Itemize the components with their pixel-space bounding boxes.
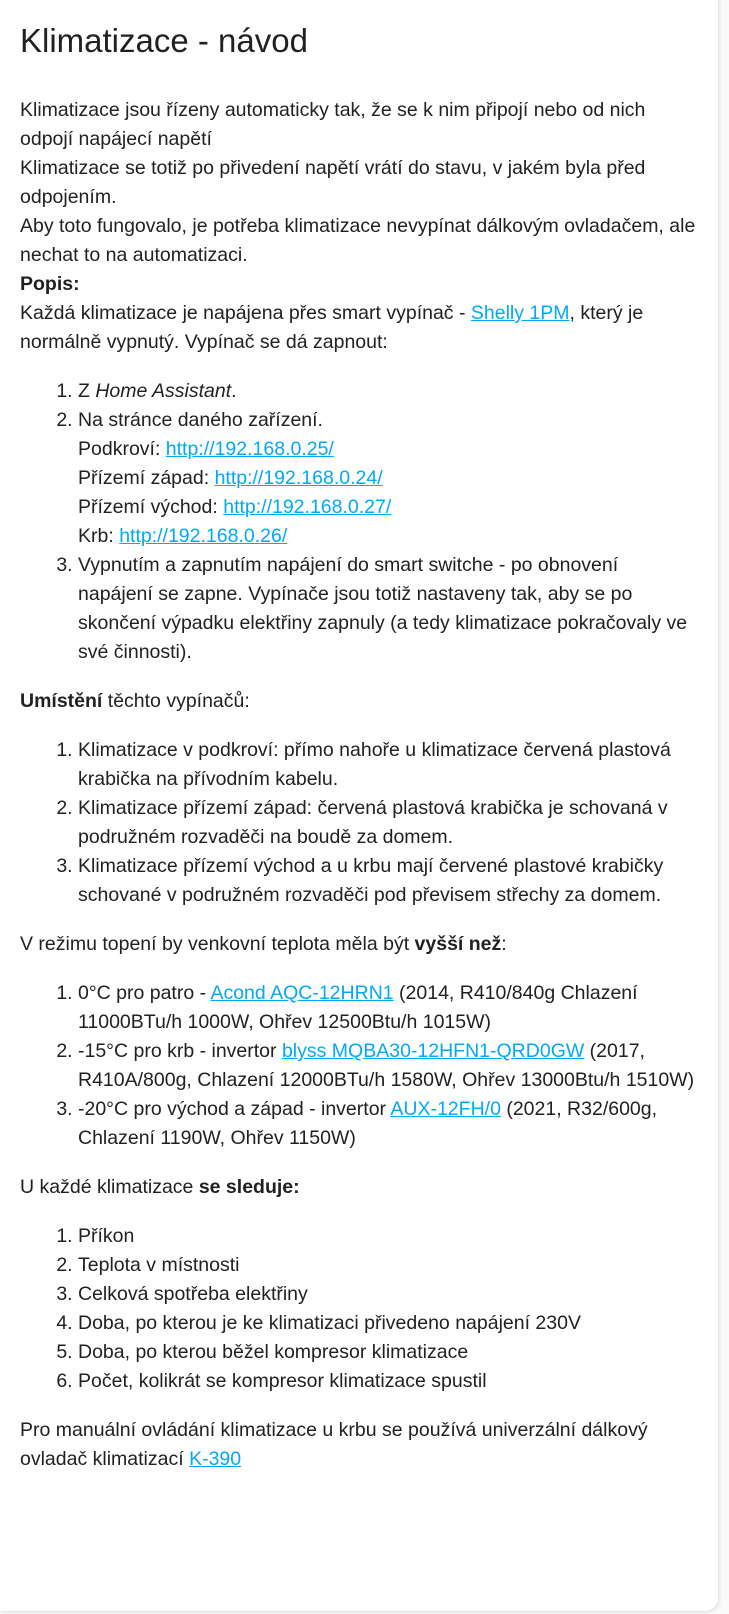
location-heading xyxy=(20,687,698,716)
intro-line-4-pre: Každá klimatizace je napájena přes smart vypínač - xyxy=(20,302,471,324)
list-item: 2. Teplota v místnosti xyxy=(78,1251,698,1280)
device-label: Přízemí západ: xyxy=(78,467,215,489)
intro-line-1: Klimatizace jsou řízeny automaticky tak, že se k nim připojí nebo od nich odpojí napájecí napětí xyxy=(20,99,646,150)
footer-paragraph xyxy=(20,1416,698,1474)
item-text: Z xyxy=(78,380,96,402)
heating-heading xyxy=(20,930,698,959)
monitored-heading-bold: se sleduje: xyxy=(198,1176,300,1198)
card-content xyxy=(20,96,698,1474)
device-label: Přízemí východ: xyxy=(78,496,224,518)
aux-link[interactable]: AUX-12FH/0 xyxy=(390,1098,501,1120)
device-link[interactable]: http://192.168.0.25/ xyxy=(165,438,334,460)
device-row xyxy=(78,522,698,551)
item-text: (2017, R410A/800g, Chlazení 12000BTu/h 1580W, Ohřev 13000Btu/h 1510W) xyxy=(78,1040,695,1091)
list-item: 5. Doba, po kterou běžel kompresor klimatizace xyxy=(78,1338,698,1367)
device-row xyxy=(78,493,698,522)
item-text: . xyxy=(231,380,237,402)
device-link[interactable]: http://192.168.0.27/ xyxy=(223,496,392,518)
item-text: -20°C pro východ a západ - invertor xyxy=(78,1098,391,1120)
intro-line-2: Klimatizace se totiž po přivedení napětí vrátí do stavu, v jakém byla před odpojením. xyxy=(20,157,646,208)
item-text: -15°C pro krb - invertor xyxy=(78,1040,282,1062)
device-row xyxy=(78,464,698,493)
location-heading-bold: Umístění xyxy=(20,690,103,712)
k390-link[interactable]: K-390 xyxy=(189,1448,242,1470)
heating-heading-bold: vyšší než xyxy=(414,933,502,955)
monitored-heading xyxy=(20,1173,698,1202)
list-item: 1. Klimatizace v podkroví: přímo nahoře u klimatizace červená plastová krabička na přívodním kabelu. xyxy=(78,736,698,794)
list-item: 3. Celková spotřeba elektřiny xyxy=(78,1280,698,1309)
list-item: 6. Počet, kolikrát se kompresor klimatizace spustil xyxy=(78,1367,698,1396)
item-text: 0°C pro patro - xyxy=(78,982,211,1004)
device-link[interactable]: http://192.168.0.24/ xyxy=(214,467,383,489)
home-assistant-text: Home Assistant xyxy=(95,380,232,402)
heating-heading-post: : xyxy=(501,933,507,955)
list-item: 2. Klimatizace přízemí západ: červená plastová krabička je schovaná v podružném rozvaděči na boudě za domem. xyxy=(78,794,698,852)
blyss-link[interactable]: blyss MQBA30-12HFN1-QRD0GW xyxy=(281,1040,585,1062)
popis-label: Popis: xyxy=(20,273,80,295)
device-label: Podkroví: xyxy=(78,438,166,460)
location-list xyxy=(20,736,698,910)
acond-link[interactable]: Acond AQC-12HRN1 xyxy=(210,982,394,1004)
heating-heading-pre: V režimu topení by venkovní teplota měla být xyxy=(20,933,415,955)
location-heading-rest: těchto vypínačů: xyxy=(102,690,250,712)
device-row xyxy=(78,435,698,464)
intro-line-4-post: , který je normálně vypnutý. Vypínač se dá zapnout: xyxy=(20,302,644,353)
footer-text: Pro manuální ovládání klimatizace u krbu se používá univerzální dálkový ovladač klimatizací xyxy=(20,1419,648,1470)
item-text: (2021, R32/600g, Chlazení 1190W, Ohřev 1150W) xyxy=(78,1098,658,1149)
device-link[interactable]: http://192.168.0.26/ xyxy=(119,525,288,547)
item-text: (2014, R410/840g Chlazení 11000BTu/h 1000W, Ohřev 12500Btu/h 1015W) xyxy=(78,982,638,1033)
popis-paragraph xyxy=(20,270,698,357)
list-item: 3. Vypnutím a zapnutím napájení do smart switche - po obnovení napájení se zapne. Vypínače jsou totiž nastaveny tak, aby se po skončení výpadku elektřiny zapnuly (a tedy klimatizace pokračovaly ve své činnosti). xyxy=(78,551,698,667)
intro-line-3: Aby toto fungovalo, je potřeba klimatizace nevypínat dálkovým ovladačem, ale nechat to na automatizaci. xyxy=(20,215,696,266)
monitored-heading-pre: U každé klimatizace xyxy=(20,1176,199,1198)
item-text: Na stránce daného zařízení. xyxy=(78,409,323,431)
list-item xyxy=(78,1095,698,1153)
list-item: 3. Klimatizace přízemí východ a u krbu mají červené plastové krabičky schované v podružném rozvaděči pod převisem střechy za domem. xyxy=(78,852,698,910)
page-title: Klimatizace - návod xyxy=(20,22,308,59)
shelly-link[interactable]: Shelly 1PM xyxy=(470,302,570,324)
list-item xyxy=(78,979,698,1037)
list-item: 1. Příkon xyxy=(78,1222,698,1251)
monitored-list xyxy=(20,1222,698,1396)
list-item xyxy=(78,1037,698,1095)
list-item: 4. Doba, po kterou je ke klimatizaci přivedeno napájení 230V xyxy=(78,1309,698,1338)
list-item xyxy=(78,406,698,551)
heating-list xyxy=(20,979,698,1153)
list-item xyxy=(78,377,698,406)
switch-on-list xyxy=(20,377,698,667)
device-label: Krb: xyxy=(78,525,120,547)
